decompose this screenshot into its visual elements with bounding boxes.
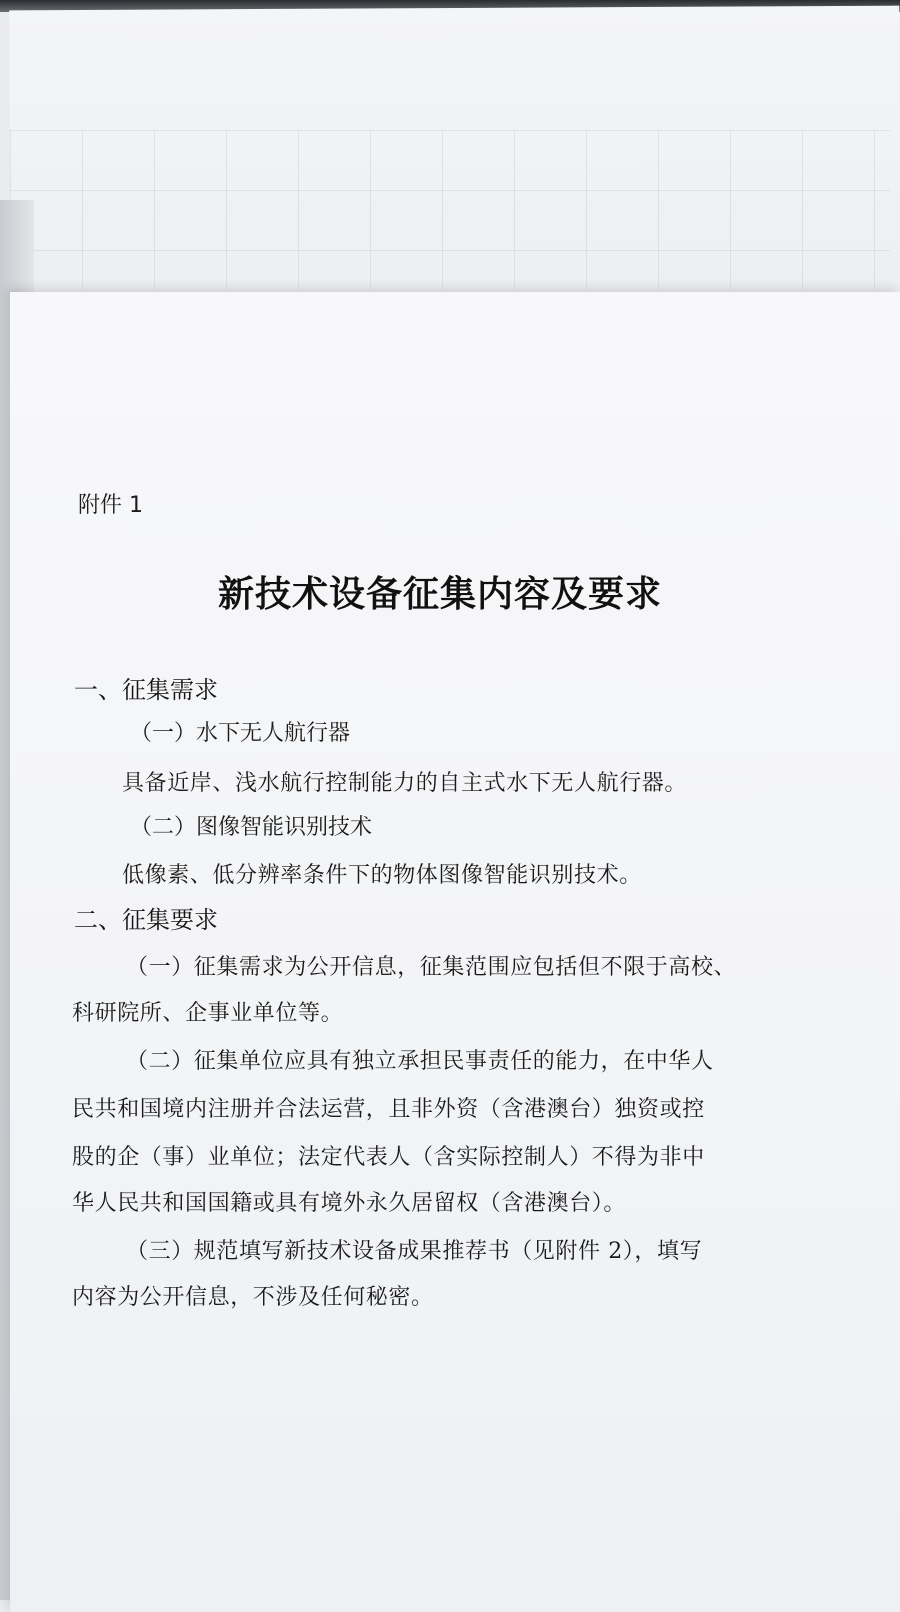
document-title: 新技术设备征集内容及要求 — [217, 573, 662, 615]
section-2-para-2-line: 股的企（事）业单位；法定代表人（含实际控制人）不得为非中 — [72, 1145, 705, 1170]
section-2-para-1-line: 科研院所、企事业单位等。 — [72, 1001, 344, 1026]
attachment-label: 附件 1 — [78, 493, 143, 518]
section-1-item-2-body: 低像素、低分辨率条件下的物体图像智能识别技术。 — [122, 863, 642, 888]
section-1-heading: 一、征集需求 — [74, 676, 218, 704]
section-2-para-3-line: （三）规范填写新技术设备成果推荐书（见附件 2），填写 — [126, 1239, 703, 1264]
background-grid-paper — [10, 130, 890, 290]
section-2-para-2-line: （二）征集单位应具有独立承担民事责任的能力，在中华人 — [126, 1049, 714, 1074]
section-2-para-2-line: 民共和国境内注册并合法运营，且非外资（含港澳台）独资或控 — [72, 1097, 705, 1122]
section-2-para-2-line: 华人民共和国国籍或具有境外永久居留权（含港澳台）。 — [72, 1191, 627, 1216]
section-2-para-1-line: （一）征集需求为公开信息，征集范围应包括但不限于高校、 — [126, 955, 737, 980]
section-2-para-3-line: 内容为公开信息，不涉及任何秘密。 — [72, 1285, 434, 1310]
section-1-item-1-body: 具备近岸、浅水航行控制能力的自主式水下无人航行器。 — [122, 771, 688, 796]
section-2-heading: 二、征集要求 — [74, 906, 218, 934]
section-1-item-1-heading: （一）水下无人航行器 — [130, 721, 351, 746]
section-1-item-2-heading: （二）图像智能识别技术 — [130, 815, 373, 840]
